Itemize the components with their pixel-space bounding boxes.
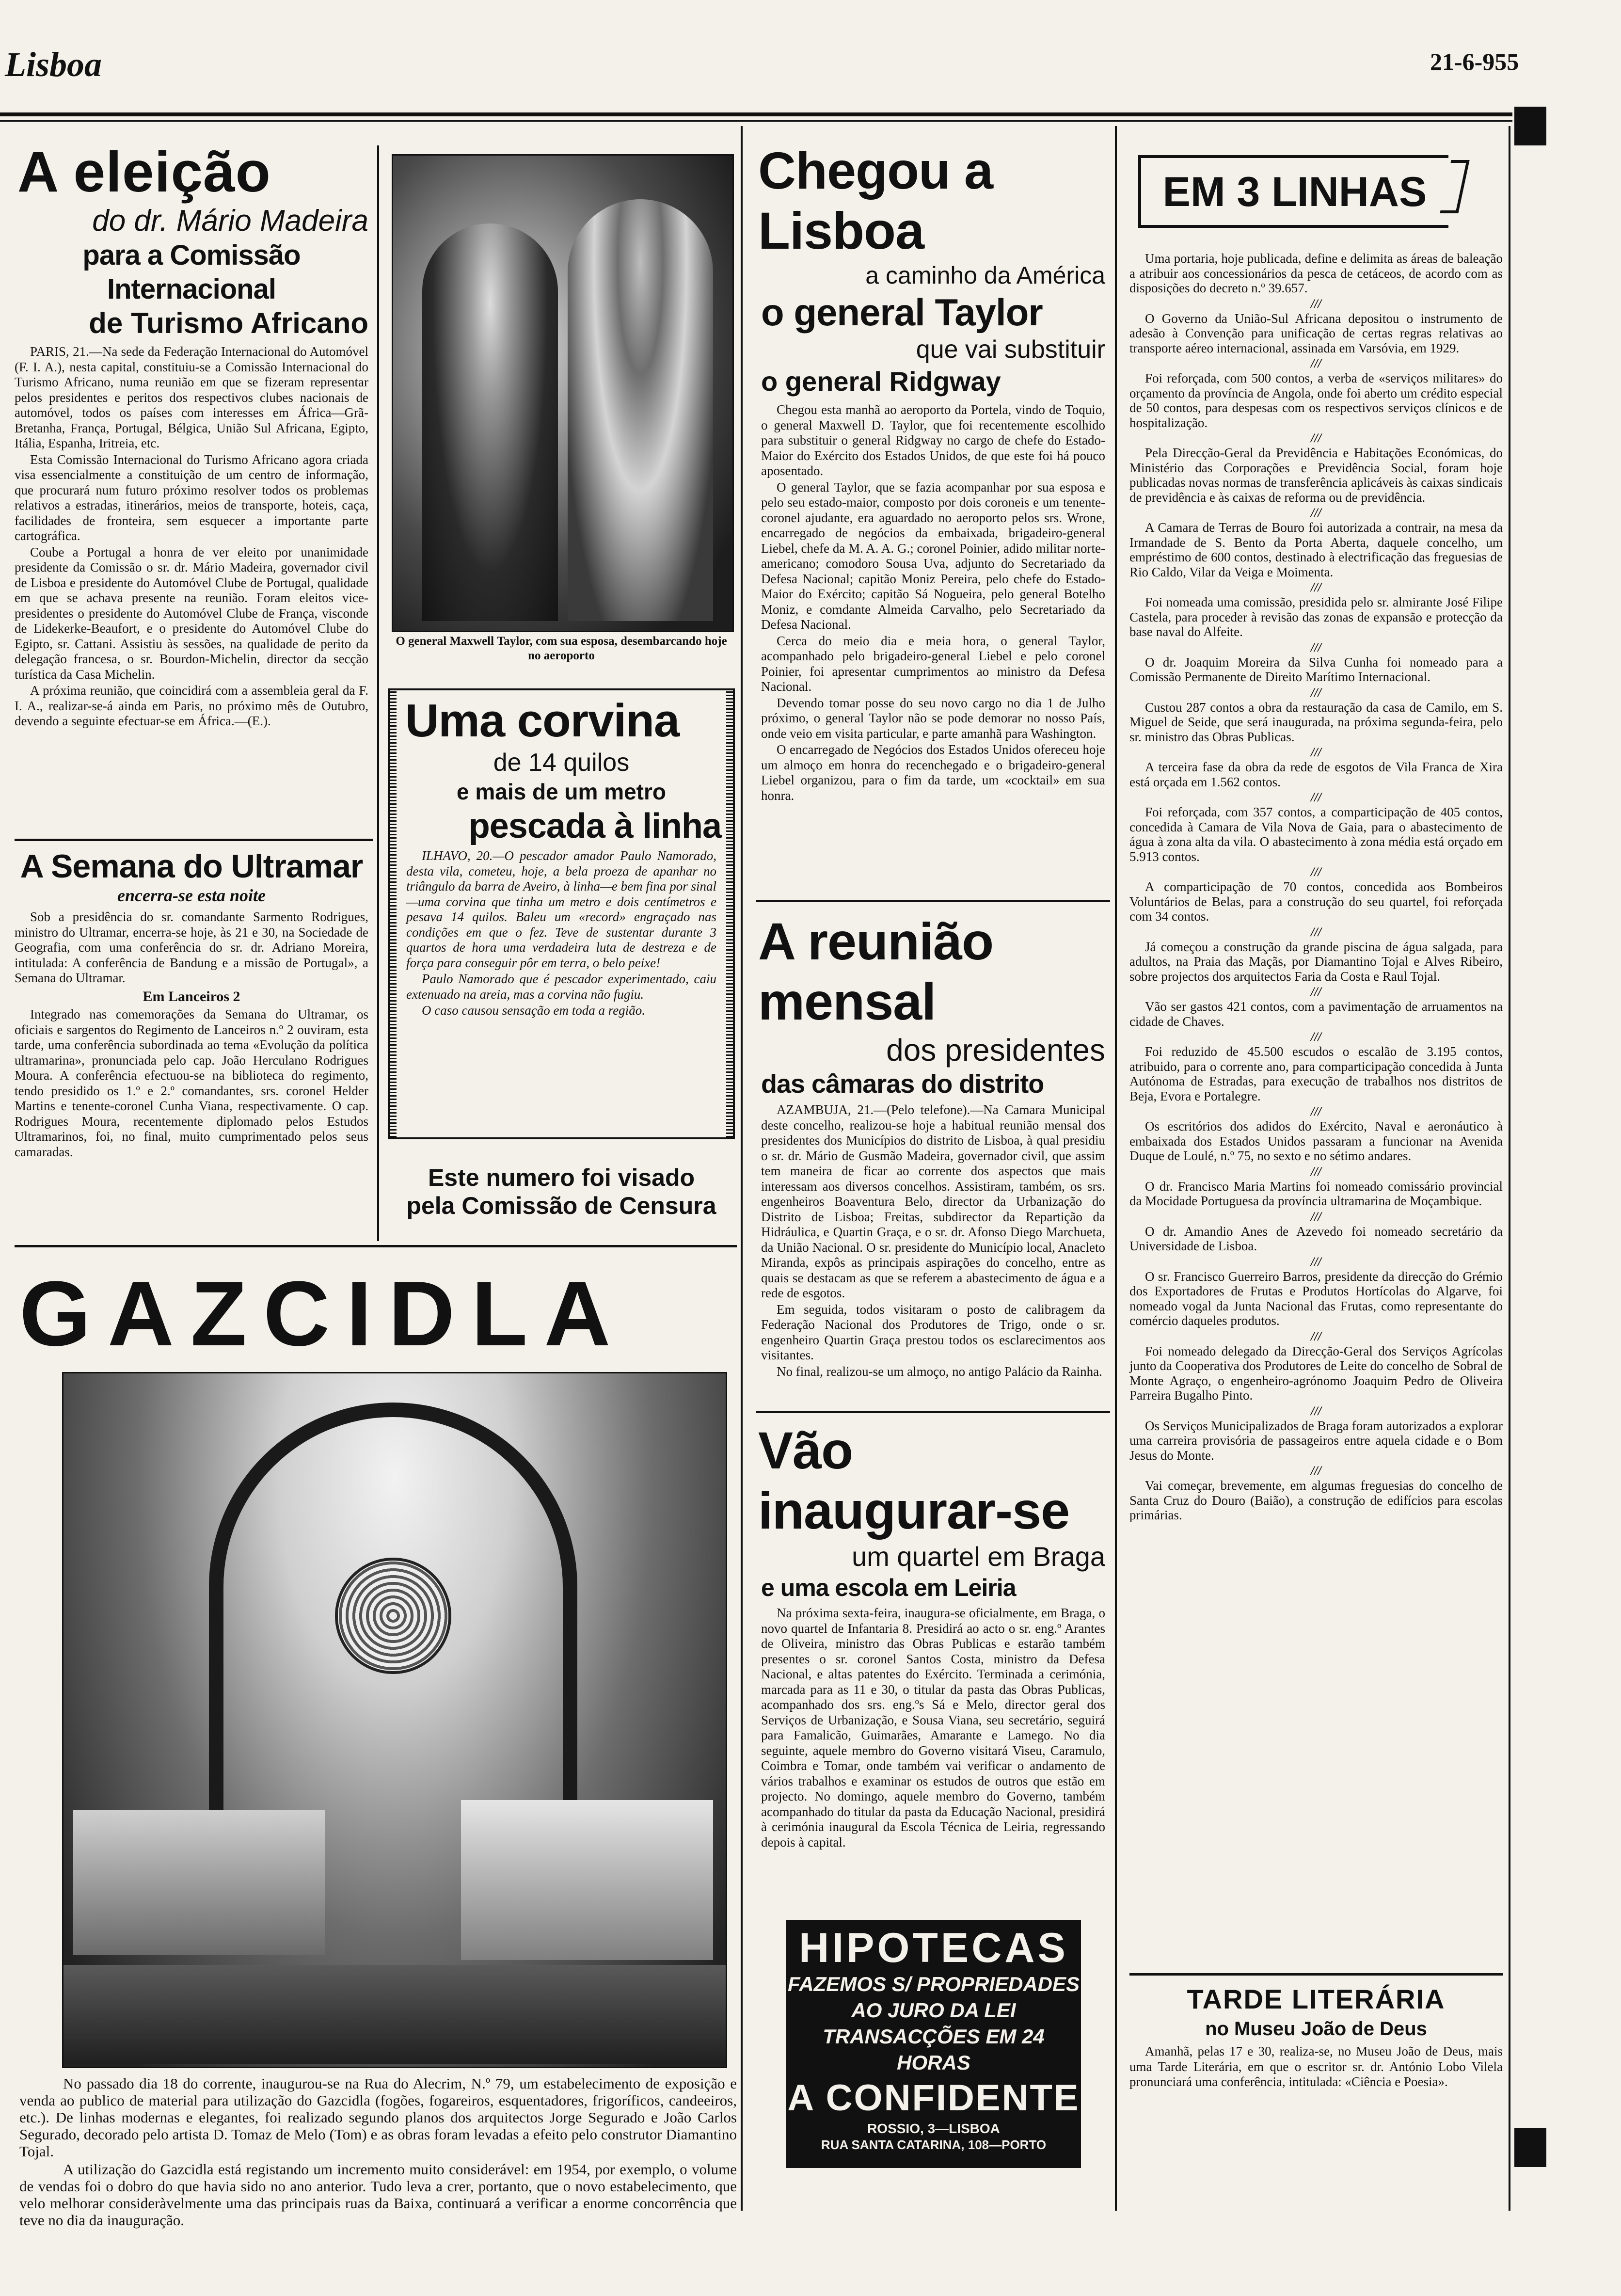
article-reuniao [758, 911, 1105, 1387]
brief-separator: /// [1311, 790, 1321, 804]
paragraph: Chegou esta manhã ao aeroporto da Portela, vindo de Toquio, o general Maxwell D. Taylor, que foi recentemente escolhido para substituir o general Ridgway no cargo de chefe do Estado-Maior do Exército dos Estados Unidos, de que este foi há pouco aposentado. [761, 402, 1105, 478]
brief-item: O dr. Francisco Maria Martins foi nomeado comissário provincial da Mocidade Portuguesa da província ultramarina de Moçambique. [1129, 1179, 1503, 1208]
brief-item: Os escritórios dos adidos do Exército, Naval e aeronáutico à embaixada dos Estados Unidos passaram a funcionar na Avenida Duque de Loulé, n.º 75, no sexto e no sétimo andares. [1129, 1119, 1503, 1163]
brief-item: O Governo da União-Sul Africana depositou o instrumento de adesão à Convenção para unificação de certas regras relativas ao transporte aéreo internacional, assinada em Varsóvia, em 1929. [1129, 311, 1503, 355]
body-gazcidla [19, 2075, 737, 2230]
brief-separator: /// [1311, 580, 1321, 594]
paragraph: O general Taylor, que se fazia acompanhar por sua esposa e pelo seu estado-maior, composto por dois coroneis e um tenente-coronel ajudante, era aguardado no aeroporto pelos srs. Wrone, encarregado de negócios da embaixada, brigadeiro-general Liebel, chefe da M. A. A. G.; coronel Poinier, adido militar norte-americano; comodoro Sousa Uva, adjunto do Secretariado da Defesa Nacional; capitão Moniz Pereira, pelo chefe do Estado-Maior do Exército; capitão Sá Nogueira, pelo general Botelho Moniz, e comdante Almeida Carvalho, pelo Secretariado da Defesa Nacional. [761, 479, 1105, 632]
article-braga [758, 1420, 1105, 1905]
censura-line-2: pela Comissão de Censura [406, 1192, 716, 1219]
ad-line-6: ROSSIO, 3—LISBOA [867, 2121, 1000, 2136]
ad-line-3: AO JURO DA LEI [851, 1999, 1016, 2022]
gazcidla-counter-right [461, 1800, 713, 1960]
censura-line-1: Este numero foi visado [428, 1164, 695, 1191]
brief-separator: /// [1311, 985, 1321, 999]
subhead-taylor-2: o general Taylor [761, 291, 1043, 334]
brief-item: A Camara de Terras de Bouro foi autorizada a contrair, na mesa da Irmandade de S. Bento da Porta Aberta, daquele concelho, um empréstimo de 600 contos, destinado à electrificação das freguesias de Rio Caldo, Vilar da Veiga e Moimenta. [1129, 520, 1503, 579]
article-corvina [388, 688, 735, 1139]
rule-before-tarde [1129, 1973, 1503, 1976]
column-rule-3 [1115, 126, 1117, 2211]
subhead-braga-1: um quartel em Braga [852, 1541, 1105, 1572]
brief-item: Pela Direcção-Geral da Previdência e Habitações Económicas, do Ministério das Corporações e Previdência Social, foram hoje publicadas novas normas de transferência aplicáveis às caixas sindicais de previdência e às caixas de reforma ou de previdência. [1129, 446, 1503, 505]
brief-item: Custou 287 contos a obra da restauração da casa de Camilo, em S. Miguel de Seide, que será inaugurada, na próxima segunda-feira, pelo sr. ministro das Obras Publicas. [1129, 700, 1503, 744]
brief-item: Já começou a construção da grande piscina de água salgada, para adultos, na Praia das Maçãs, por Diamantino Tojal e Alves Ribeiro, sobre projectos dos arquitectos Faria da Costa e Raul Tojal. [1129, 939, 1503, 984]
column-rule-right [1509, 126, 1510, 2211]
tarde-sub: no Museu João de Deus [1205, 2018, 1427, 2040]
tarde-body [1129, 2044, 1503, 2090]
paragraph: Integrado nas comemorações da Semana do Ultramar, os oficiais e sargentos do Regimento de Lanceiros n.º 2 ouviram, esta tarde, uma conferência subordinada ao tema «Evolução da política ultramarina», pronunciada pelo cap. João Herculano Rodrigues Moura. A conferência efectuou-se na biblioteca do regimento, tendo presidido os 1.º e 2.º comandantes, srs. coronel Helder Martins e tenente-coronel Cunha Viana, respectivamente. O cap. Rodrigues Moura, recentemente diplomado pelos Estudos Ultramarinos, foi, no final, muito cumprimentado pelos seus camaradas. [15, 1007, 368, 1159]
headline-eleicao: A eleição [17, 140, 271, 204]
subhead-corvina-3: pescada à linha [468, 807, 721, 845]
brief-separator: /// [1311, 1164, 1321, 1179]
subhead-reuniao-2: das câmaras do distrito [761, 1069, 1044, 1099]
article-eleicao [15, 141, 368, 839]
em3linhas-title: EM 3 LINHAS [1162, 169, 1427, 215]
gazcidla-ornament [335, 1558, 451, 1674]
paragraph: Em seguida, todos visitaram o posto de calibragem da Federação Nacional dos Produtores de Trigo, onde o sr. engenheiro Quartin Graça prestou todos os esclarecimentos aos visitantes. [761, 1302, 1105, 1362]
edge-tab-bottom [1514, 2128, 1546, 2167]
tarde-title: TARDE LITERÁRIA [1187, 1984, 1446, 2014]
article-tarde-literaria [1129, 1983, 1503, 2091]
subhead-taylor-3: que vai substituir [916, 335, 1105, 364]
photo-figure-woman [422, 223, 558, 621]
masthead [0, 0, 1621, 116]
brief-item: A terceira fase da obra da rede de esgotos de Vila Franca de Xira está orçada em 1.562 contos. [1129, 760, 1503, 789]
paragraph: Amanhã, pelas 17 e 30, realiza-se, no Museu João de Deus, mais uma Tarde Literária, em que o escritor sr. dr. António Lobo Vilela pronunciará uma conferência, intitulada: «Ciência e Poesia». [1129, 2044, 1503, 2089]
corvina-left-hatch [390, 690, 397, 1137]
brief-separator: /// [1311, 296, 1321, 311]
brief-separator: /// [1311, 1464, 1321, 1478]
paragraph: A utilização do Gazcidla está registando um incremento muito considerável: em 1954, por exemplo, o volume de vendas foi o dobro do que havia sido no ano anterior. Tudo leva a crer, portanto, que o novo estabelecimento, que velo melhorar consideràvelmente uma das principais ruas da Baixa, continuará a verificar a enorme concorrência que teve no dia da inauguração. [19, 2161, 737, 2229]
brief-item: O dr. Amandio Anes de Azevedo foi nomeado secretário da Universidade de Lisboa. [1129, 1224, 1503, 1253]
gazcidla-counter-left [73, 1810, 325, 1955]
brief-item: Foi reforçada, com 500 contos, a verba de «serviços militares» do orçamento da província de Angola, onde foi aberto um crédito especial de 50 contos, para despesas com os respectivos serviços clínicos e de hospitalização. [1129, 371, 1503, 430]
headline-reuniao: A reunião mensal [758, 912, 994, 1031]
paragraph: O caso causou sensação em toda a região. [422, 1003, 645, 1018]
ad-hipotecas [786, 1920, 1081, 2168]
masthead-title: Lisboa [5, 45, 102, 84]
brief-separator: /// [1311, 1104, 1321, 1118]
headline-braga: Vão inaugurar-se [758, 1421, 1070, 1540]
paragraph: AZAMBUJA, 21.—(Pelo telefone).—Na Camara Municipal deste concelho, realizou-se hoje a habitual reunião mensal dos presidentes dos Municípios do distrito de Lisboa, à qual presidiu o sr. dr. Mário de Gusmão Madeira, governador civil, que assim tem maneira de ficar ao corrente dos aspectos que mais interessam aos diversos concelhos. Assistiram, também, os srs. engenheiros Boaventura Belo, director da Urbanização do Distrito de Lisboa; Freitas, subdirector da Repartição da Hidráulica, e Quartin Graça, e o sr. dr. Afonso Diego Marchueta, da União Nacional. O sr. presidente do Município local, Anacleto Miranda, expôs as principais aspirações do concelho, entre as quais se destacam as que se referem a abastecimento de água e a rede de esgotos. [761, 1102, 1105, 1300]
body-corvina [406, 848, 716, 1019]
headline-corvina: Uma corvina [405, 695, 680, 747]
rule-after-eleicao [15, 839, 373, 841]
headline-taylor: Chegou a Lisboa [758, 141, 993, 260]
brief-separator: /// [1311, 431, 1321, 445]
censura-note [388, 1164, 735, 1220]
headline-ultramar: A Semana do Ultramar [20, 848, 363, 885]
subhead-braga-2: e uma escola em Leiria [761, 1574, 1016, 1601]
brief-separator: /// [1311, 640, 1321, 654]
edge-tab-top [1514, 107, 1546, 145]
brief-item: Vai começar, brevemente, em algumas freguesias do concelho de Santa Cruz do Douro (Baião), a construção de edifícios para escolas primárias. [1129, 1478, 1503, 1522]
paragraph: No passado dia 18 do corrente, inaugurou-se na Rua do Alecrim, N.º 79, um estabelecimento de exposição e venda ao publico de material para utilização do Gazcidla (fogões, fogareiros, esquentadores, frigoríficos, candeeiros, etc.). De linhas modernas e elegantes, foi realizado segundo planos dos arquitectos Jorge Segurado e João Carlos Segurado, decorado pelo artista D. Tomaz de Melo (Tom) e as obras foram levadas a efeito pelo construtor Diamantino Tojal. [19, 2075, 737, 2160]
ad-line-7: RUA SANTA CATARINA, 108—PORTO [821, 2137, 1047, 2152]
paragraph: Na próxima sexta-feira, inaugura-se oficialmente, em Braga, o novo quartel de Infantaria 8. Presidirá ao acto o sr. eng.º Arantes de Oliveira, ministro das Obras Publicas e estarão também presentes o sr. coronel Santos Costa, ministro da Defesa Nacional, e altas patentes do Exército. Terminada a cerimónia, marcada para as 11 e 30, o titular da pasta das Obras Publicas, acompanhado dos srs. eng.ºs Sá e Melo, director geral dos Serviços de Urbanização, e Sousa Viana, seu secretário, seguirá para Famalicão, Guimarães, Amarante e Lamego. No dia seguinte, aquele membro do Governo visitará Viseu, Caramulo, Coimbra e Tomar, onde também vai verificar o andamento de vários trabalhos e examinar os estudos de outros que estão em projecto. No domingo, aquele membro do Governo, também acompanhado do titular da pasta da Educação Nacional, presidirá à cerimónia inaugural da Escola Técnica de Leiria, regressando depois à capital. [761, 1606, 1105, 1850]
brief-item: Uma portaria, hoje publicada, define e delimita as áreas de baleação a atribuir aos concessionários da pesca de cetáceos, de acordo com as disposições do decreto n.º 39.657. [1129, 251, 1503, 295]
subhead-corvina-1: de 14 quilos [493, 749, 630, 777]
brief-item: O sr. Francisco Guerreiro Barros, presidente da direcção do Grémio dos Exportadores de Frutas e Produtos Hortícolas do Algarve, foi nomeado vogal da Junta Nacional das Frutas, como representante do comércio daqueles produtos. [1129, 1269, 1503, 1328]
brief-separator: /// [1311, 1254, 1321, 1269]
subhead-eleicao-1: do dr. Mário Madeira [92, 204, 368, 238]
brief-separator: /// [1311, 1329, 1321, 1343]
brief-item: Vão ser gastos 421 contos, com a pavimentação de arruamentos na cidade de Chaves. [1129, 999, 1503, 1029]
brief-separator: /// [1311, 1030, 1321, 1044]
brief-separator: /// [1311, 745, 1321, 759]
body-taylor [761, 402, 1105, 803]
subhead-reuniao-1: dos presidentes [886, 1033, 1105, 1068]
brief-separator: /// [1311, 1403, 1321, 1418]
paragraph: PARIS, 21.—Na sede da Federação Internacional do Automóvel (F. I. A.), nesta capital, constituiu-se a Comissão Internacional do Turismo Africano, numa reunião em que se fizeram representar pelos presidentes e peritos dos respectivos clubes nacionais de automóvel, todos os países com interesses em África—Grã-Bretanha, França, Portugal, Bélgica, União Sul Africana, Egipto, Itália, Espanha, Iritreia, etc. [15, 344, 368, 450]
corvina-right-hatch [726, 690, 733, 1137]
brief-item: Foi nomeada uma comissão, presidida pelo sr. almirante José Filipe Castela, para proceder à revisão das zonas de expansão e protecção da base naval do Alfeite. [1129, 595, 1503, 639]
brief-item: O dr. Joaquim Moreira da Silva Cunha foi nomeado para a Comissão Permanente de Direito Marítimo Internacional. [1129, 654, 1503, 684]
paragraph: Cerca do meio dia e meia hora, o general Taylor, acompanhado pelo brigadeiro-general Liebel e pelo coronel Poinier, foi apresentar cumprimentos ao ministro da Defesa Nacional. [761, 633, 1105, 694]
brief-separator: /// [1311, 1209, 1321, 1224]
gazcidla-floor [64, 1965, 726, 2064]
ad-line-1: HIPOTECAS [799, 1925, 1068, 1971]
subhead-taylor-1: a caminho da América [865, 262, 1105, 289]
subhead-lanceiros: Em Lanceiros 2 [143, 988, 240, 1004]
photo-gazcidla [62, 1372, 727, 2068]
masthead-rule-thin [0, 120, 1512, 122]
paragraph: Paulo Namorado que é pescador experimentado, caiu extenuado na areia, mas a corvina não fugiu. [406, 972, 716, 1002]
brief-separator: /// [1311, 506, 1321, 520]
ad-line-4: TRANSACÇÕES EM 24 HORAS [823, 2025, 1045, 2074]
em3linhas-header [1138, 155, 1448, 228]
brief-item: Os Serviços Municipalizados de Braga foram autorizados a explorar uma carreira provisória de passageiros entre aquela cidade e o Bom Jesus do Monte. [1129, 1418, 1503, 1463]
article-taylor [758, 141, 1105, 897]
photo-figure-man [568, 199, 713, 621]
paragraph: Coube a Portugal a honra de ver eleito por unanimidade presidente da Comissão o sr. dr. Mário Madeira, governador civil de Lisboa e presidente do Automóvel Clube de Portugal, qualidade em que se achava presente na reunião. Foram eleitos vice-presidentes o presidente do Automóvel Clube de França, visconde de Lidekerke-Beaufort, e o presidente do Automóvel Clube do Egipto, sr. Cattani. Assistiu às sessões, na qualidade de perito da delegação francesa, o sr. Bourdon-Michelin, director da secção turística da Casa Michelin. [15, 544, 368, 682]
masthead-rule [0, 112, 1512, 116]
subhead-eleicao-2: para a Comissão Internacional [82, 239, 301, 305]
brief-item: A comparticipação de 70 contos, concedida aos Bombeiros Voluntários de Belas, para a construção do seu quartel, foi reforçada com 34 contos. [1129, 879, 1503, 924]
caption-taylor: O general Maxwell Taylor, com sua esposa, desembarcando hoje no aeroporto [396, 635, 727, 662]
brief-separator: /// [1311, 685, 1321, 700]
column-rule-2 [741, 126, 743, 2211]
em3linhas-list [1129, 251, 1503, 1524]
subhead-ultramar: encerra-se esta noite [117, 886, 266, 905]
body-ultramar [15, 909, 368, 1160]
subhead-eleicao-3: de Turismo Africano [89, 307, 368, 339]
brief-separator: /// [1311, 865, 1321, 879]
paragraph: No final, realizou-se um almoço, no antigo Palácio da Rainha. [777, 1364, 1102, 1379]
subhead-taylor-4: o general Ridgway [761, 366, 1001, 397]
brief-separator: /// [1311, 356, 1321, 370]
brief-item: Foi reduzido de 45.500 escudos o escalão de 3.195 contos, atribuido, para o corrente ano, para comparticipação concedida à Junta Autónoma de Estradas, para execução de trabalhos nos distritos de Beja, Evora e Portalegre. [1129, 1044, 1503, 1103]
paragraph: Sob a presidência do sr. comandante Sarmento Rodrigues, ministro do Ultramar, encerra-se hoje, às 21 e 30, na Sociedade de Geografia, com uma conferência do sr. dr. Adriano Moreira, intitulada: A conferência de Bandung e a missão de Portugal», a Semana do Ultramar. [15, 909, 368, 985]
article-ultramar [15, 847, 368, 1245]
ad-line-2: FAZEMOS S/ PROPRIEDADES [787, 1973, 1080, 1995]
rule-before-gazcidla [15, 1245, 737, 1247]
paragraph: ILHAVO, 20.—O pescador amador Paulo Namorado, desta vila, cometeu, hoje, a bela proeza de apanhar no triângulo da barra de Aveiro, à linha—e bem fina por sinal—uma corvina que tinha um metro e dois centímetros e pesava 14 quilos. Baleu um «record» engraçado nas condições em que o fez. Teve de sustentar durante 3 quartos de hora uma verdadeira luta de destreza e de força para conseguir pôr em terra, o belo peixe! [406, 848, 716, 970]
photo-taylor [392, 154, 734, 632]
paragraph: Devendo tomar posse do seu novo cargo no dia 1 de Julho próximo, o general Taylor não se pode demorar no nosso País, onde veio em visita particular, e parte amanhã para Washington. [761, 695, 1105, 741]
ad-line-5: A CONFIDENTE [787, 2077, 1080, 2119]
brief-item: Foi reforçada, com 357 contos, a comparticipação de 405 contos, concedida à Camara de Vila Nova de Gaia, para o abastecimento de água à zona alta da vila. O abastecimento à zona média está orçado em 5.913 contos. [1129, 805, 1503, 864]
subhead-corvina-2: e mais de um metro [456, 779, 667, 804]
body-reuniao [761, 1102, 1105, 1379]
rule-after-reuniao [756, 1411, 1110, 1413]
masthead-date: 21-6-955 [1430, 48, 1519, 75]
paragraph: Esta Comissão Internacional do Turismo Africano agora criada visa essencialmente a constituição de um centro de informação, que procurará num futuro próximo resolver todos os problemas relativos a estradas, itinerários, meios de transporte, hoteis, caça, facilidades de fronteira, sem esquecer a importante parte cartográfica. [15, 452, 368, 543]
paragraph: A próxima reunião, que coincidirá com a assembleia geral da F. I. A., realizar-se-á ainda em Paris, no próximo mês de Outubro, devendo a seguinte efectuar-se em África.—(E.). [15, 683, 368, 728]
body-braga [761, 1606, 1105, 1850]
paragraph: O encarregado de Negócios dos Estados Unidos ofereceu hoje um almoço em honra do recenchegado e o brigadeiro-general Liebel organizou, para o fim da tarde, um «cocktail» em sua honra. [761, 742, 1105, 803]
brief-separator: /// [1311, 925, 1321, 939]
gazcidla-title: GAZCIDLA [19, 1262, 627, 1365]
brief-item: Foi nomeado delegado da Direcção-Geral dos Serviços Agrícolas junto da Cooperativa dos Produtores de Leite do concelho de Sobral de Monte Agraço, o engenheiro-agrónomo Joaquim Pedro de Oliveira Parreira Bugalho Pinto. [1129, 1343, 1503, 1403]
column-rule-1 [377, 145, 379, 1241]
body-eleicao [15, 344, 368, 729]
rule-after-taylor [756, 900, 1110, 902]
